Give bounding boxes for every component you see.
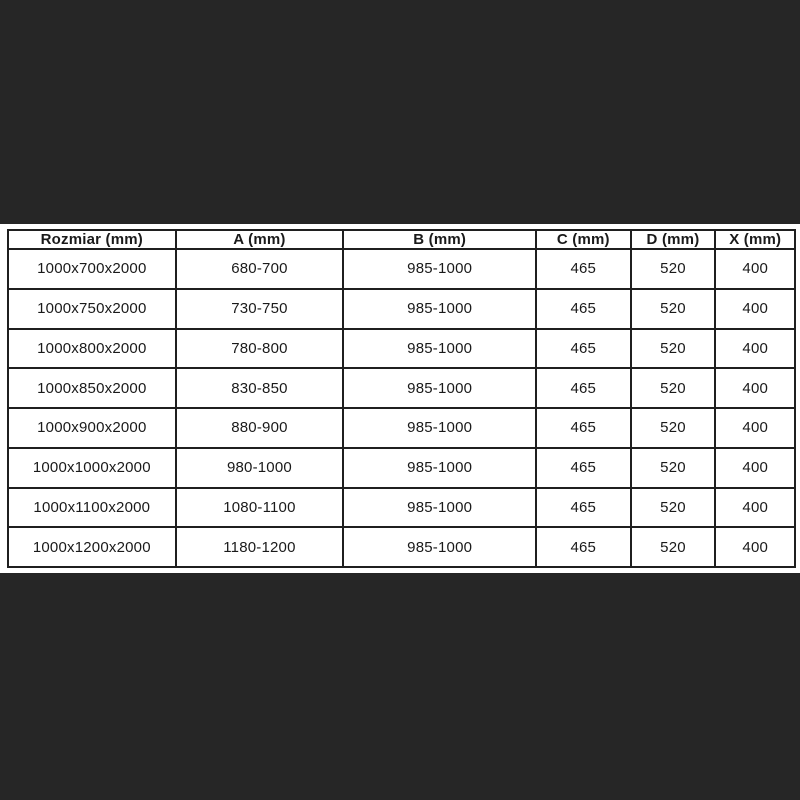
- cell-x: 400: [715, 249, 795, 289]
- cell-x: 400: [715, 329, 795, 369]
- cell-d: 520: [631, 448, 716, 488]
- cell-rozmiar: 1000x1100x2000: [8, 488, 176, 528]
- cell-x: 400: [715, 527, 795, 567]
- cell-b: 985-1000: [343, 488, 536, 528]
- cell-rozmiar: 1000x800x2000: [8, 329, 176, 369]
- cell-b: 985-1000: [343, 329, 536, 369]
- cell-c: 465: [536, 527, 630, 567]
- cell-d: 520: [631, 368, 716, 408]
- cell-b: 985-1000: [343, 368, 536, 408]
- cell-c: 465: [536, 329, 630, 369]
- column-header-b: B (mm): [343, 230, 536, 249]
- cell-c: 465: [536, 249, 630, 289]
- cell-x: 400: [715, 368, 795, 408]
- cell-d: 520: [631, 527, 716, 567]
- cell-b: 985-1000: [343, 289, 536, 329]
- cell-d: 520: [631, 289, 716, 329]
- cell-rozmiar: 1000x750x2000: [8, 289, 176, 329]
- cell-x: 400: [715, 408, 795, 448]
- column-header-a: A (mm): [176, 230, 344, 249]
- cell-c: 465: [536, 488, 630, 528]
- header-row: [8, 230, 795, 249]
- cell-a: 880-900: [176, 408, 344, 448]
- cell-b: 985-1000: [343, 408, 536, 448]
- cell-a: 680-700: [176, 249, 344, 289]
- cell-b: 985-1000: [343, 249, 536, 289]
- cell-a: 1080-1100: [176, 488, 344, 528]
- cell-a: 1180-1200: [176, 527, 344, 567]
- cell-d: 520: [631, 329, 716, 369]
- cell-rozmiar: 1000x850x2000: [8, 368, 176, 408]
- cell-a: 830-850: [176, 368, 344, 408]
- cell-d: 520: [631, 249, 716, 289]
- table-row: [8, 408, 795, 448]
- column-header-d: D (mm): [631, 230, 716, 249]
- table-row: [8, 368, 795, 408]
- cell-rozmiar: 1000x900x2000: [8, 408, 176, 448]
- cell-d: 520: [631, 488, 716, 528]
- table-panel: [0, 224, 800, 573]
- cell-rozmiar: 1000x700x2000: [8, 249, 176, 289]
- table-row: [8, 488, 795, 528]
- cell-c: 465: [536, 289, 630, 329]
- table-row: [8, 289, 795, 329]
- cell-a: 730-750: [176, 289, 344, 329]
- table-row: [8, 329, 795, 369]
- cell-x: 400: [715, 448, 795, 488]
- cell-c: 465: [536, 448, 630, 488]
- table-row: [8, 448, 795, 488]
- cell-d: 520: [631, 408, 716, 448]
- dimensions-table: [7, 229, 796, 568]
- column-header-c: C (mm): [536, 230, 630, 249]
- column-header-x: X (mm): [715, 230, 795, 249]
- cell-a: 780-800: [176, 329, 344, 369]
- cell-c: 465: [536, 368, 630, 408]
- table-row: [8, 249, 795, 289]
- cell-b: 985-1000: [343, 527, 536, 567]
- cell-a: 980-1000: [176, 448, 344, 488]
- cell-x: 400: [715, 488, 795, 528]
- cell-rozmiar: 1000x1000x2000: [8, 448, 176, 488]
- column-header-rozmiar: Rozmiar (mm): [8, 230, 176, 249]
- cell-rozmiar: 1000x1200x2000: [8, 527, 176, 567]
- table-row: [8, 527, 795, 567]
- cell-x: 400: [715, 289, 795, 329]
- cell-b: 985-1000: [343, 448, 536, 488]
- cell-c: 465: [536, 408, 630, 448]
